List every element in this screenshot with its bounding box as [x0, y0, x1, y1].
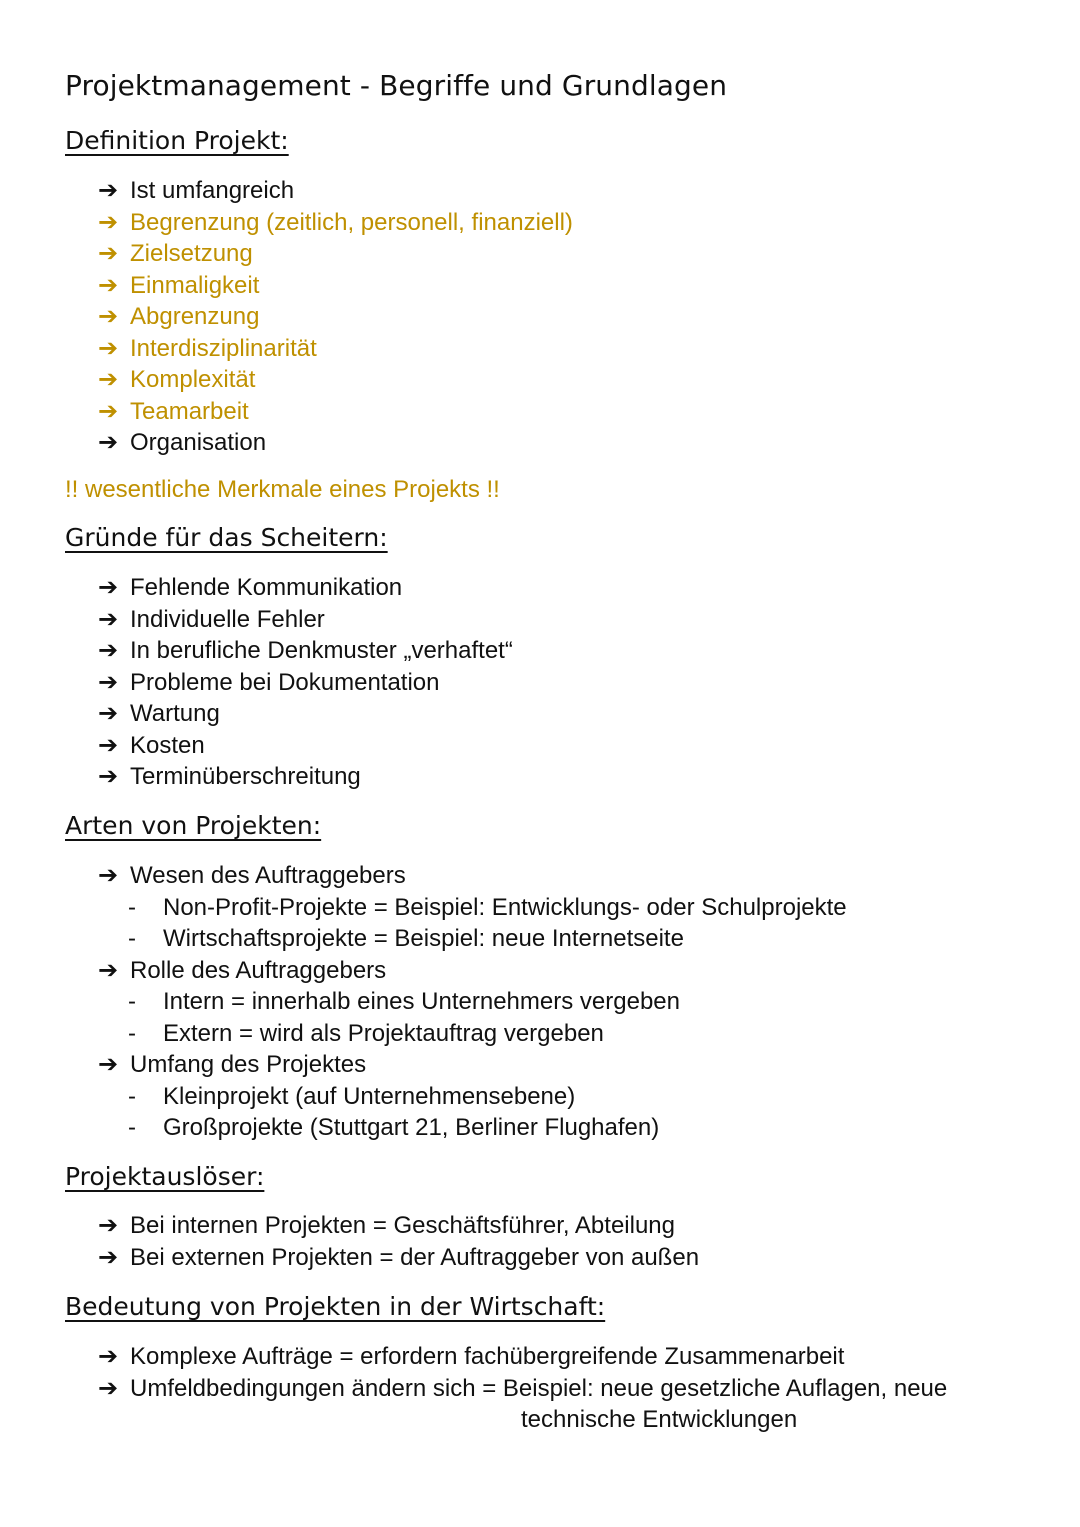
arrow-icon: ➔	[98, 270, 119, 299]
list-item: ➔ Terminüberschreitung	[98, 761, 513, 793]
arrow-icon: ➔	[98, 428, 119, 456]
arrow-icon: ➔	[98, 1050, 119, 1078]
list-item: ➔ Rolle des Auftraggebers	[98, 955, 847, 987]
page-title: Projektmanagement - Begriffe und Grundlagen	[65, 69, 728, 102]
arrow-icon: ➔	[98, 176, 119, 204]
list-ausloeser	[98, 1210, 699, 1273]
arrow-icon: ➔	[98, 667, 119, 696]
arrow-icon: ➔	[98, 1242, 119, 1271]
arrow-icon: ➔	[98, 207, 119, 236]
list-item: ➔ Wesen des Auftraggebers	[98, 860, 847, 892]
list-item-continuation: technische Entwicklungen	[521, 1406, 798, 1433]
list-scheitern	[98, 572, 513, 793]
arrow-icon: ➔	[98, 762, 119, 790]
list-item: ➔ Ist umfangreich	[98, 175, 573, 207]
list-item-highlight: ➔ Teamarbeit	[98, 396, 573, 428]
arrow-icon: ➔	[98, 1211, 119, 1239]
arrow-icon: ➔	[98, 699, 119, 727]
heading-ausloeser: Projektauslöser:	[65, 1162, 265, 1191]
arrow-icon: ➔	[98, 730, 119, 759]
list-item: ➔ Wartung	[98, 698, 513, 730]
arrow-icon: ➔	[98, 239, 119, 267]
list-item-highlight: ➔ Interdisziplinarität	[98, 333, 573, 365]
list-item: ➔ Umfeldbedingungen ändern sich = Beispiel: neue gesetzliche Auflagen, neue	[98, 1373, 947, 1405]
list-item-highlight: ➔ Komplexität	[98, 364, 573, 396]
list-item: ➔ Bei externen Projekten = der Auftraggeber von außen	[98, 1242, 699, 1274]
arrow-icon: ➔	[98, 604, 119, 633]
sub-list-item: - Extern = wird als Projektauftrag vergeben	[98, 1018, 847, 1050]
arrow-icon: ➔	[98, 333, 119, 362]
arrow-icon: ➔	[98, 955, 119, 984]
list-item: ➔ Probleme bei Dokumentation	[98, 667, 513, 699]
dash-bullet: -	[128, 1082, 136, 1110]
list-item-highlight: ➔ Einmaligkeit	[98, 270, 573, 302]
dash-bullet: -	[128, 893, 136, 921]
list-arten	[98, 860, 847, 1144]
list-item: ➔ Individuelle Fehler	[98, 604, 513, 636]
list-definition	[98, 175, 573, 459]
list-item: ➔ Komplexe Aufträge = erfordern fachübergreifende Zusammenarbeit	[98, 1341, 947, 1373]
dash-bullet: -	[128, 925, 136, 952]
key-features-note: !! wesentliche Merkmale eines Projekts !!	[65, 476, 500, 503]
heading-arten: Arten von Projekten:	[65, 811, 322, 840]
arrow-icon: ➔	[98, 302, 119, 330]
dash-bullet: -	[128, 1114, 136, 1141]
list-item: ➔ Fehlende Kommunikation	[98, 572, 513, 604]
list-item: ➔ Kosten	[98, 730, 513, 762]
list-item-highlight: ➔ Abgrenzung	[98, 301, 573, 333]
list-bedeutung	[98, 1341, 947, 1436]
arrow-icon: ➔	[98, 636, 119, 664]
list-item-highlight: ➔ Begrenzung (zeitlich, personell, finanziell)	[98, 207, 573, 239]
arrow-icon: ➔	[98, 365, 119, 393]
sub-list-item: - Großprojekte (Stuttgart 21, Berliner Flughafen)	[98, 1112, 847, 1144]
list-item: ➔ In berufliche Denkmuster „verhaftet“	[98, 635, 513, 667]
arrow-icon: ➔	[98, 861, 119, 889]
sub-list-item: - Intern = innerhalb eines Unternehmers vergeben	[98, 986, 847, 1018]
list-item-highlight: ➔ Zielsetzung	[98, 238, 573, 270]
sub-list-item: - Kleinprojekt (auf Unternehmensebene)	[98, 1081, 847, 1113]
sub-list-item: - Non-Profit-Projekte = Beispiel: Entwicklungs- oder Schulprojekte	[98, 892, 847, 924]
arrow-icon: ➔	[98, 1373, 119, 1402]
arrow-icon: ➔	[98, 1342, 119, 1370]
dash-bullet: -	[128, 988, 136, 1015]
list-item: ➔ Bei internen Projekten = Geschäftsführer, Abteilung	[98, 1210, 699, 1242]
heading-bedeutung: Bedeutung von Projekten in der Wirtschaft:	[65, 1292, 606, 1321]
dash-bullet: -	[128, 1019, 136, 1047]
list-item: ➔ Organisation	[98, 427, 573, 459]
heading-scheitern: Gründe für das Scheitern:	[65, 523, 388, 552]
list-item: ➔ Umfang des Projektes	[98, 1049, 847, 1081]
arrow-icon: ➔	[98, 573, 119, 601]
heading-definition: Definition Projekt:	[65, 126, 289, 155]
arrow-icon: ➔	[98, 396, 119, 425]
sub-list-item: - Wirtschaftsprojekte = Beispiel: neue Internetseite	[98, 923, 847, 955]
